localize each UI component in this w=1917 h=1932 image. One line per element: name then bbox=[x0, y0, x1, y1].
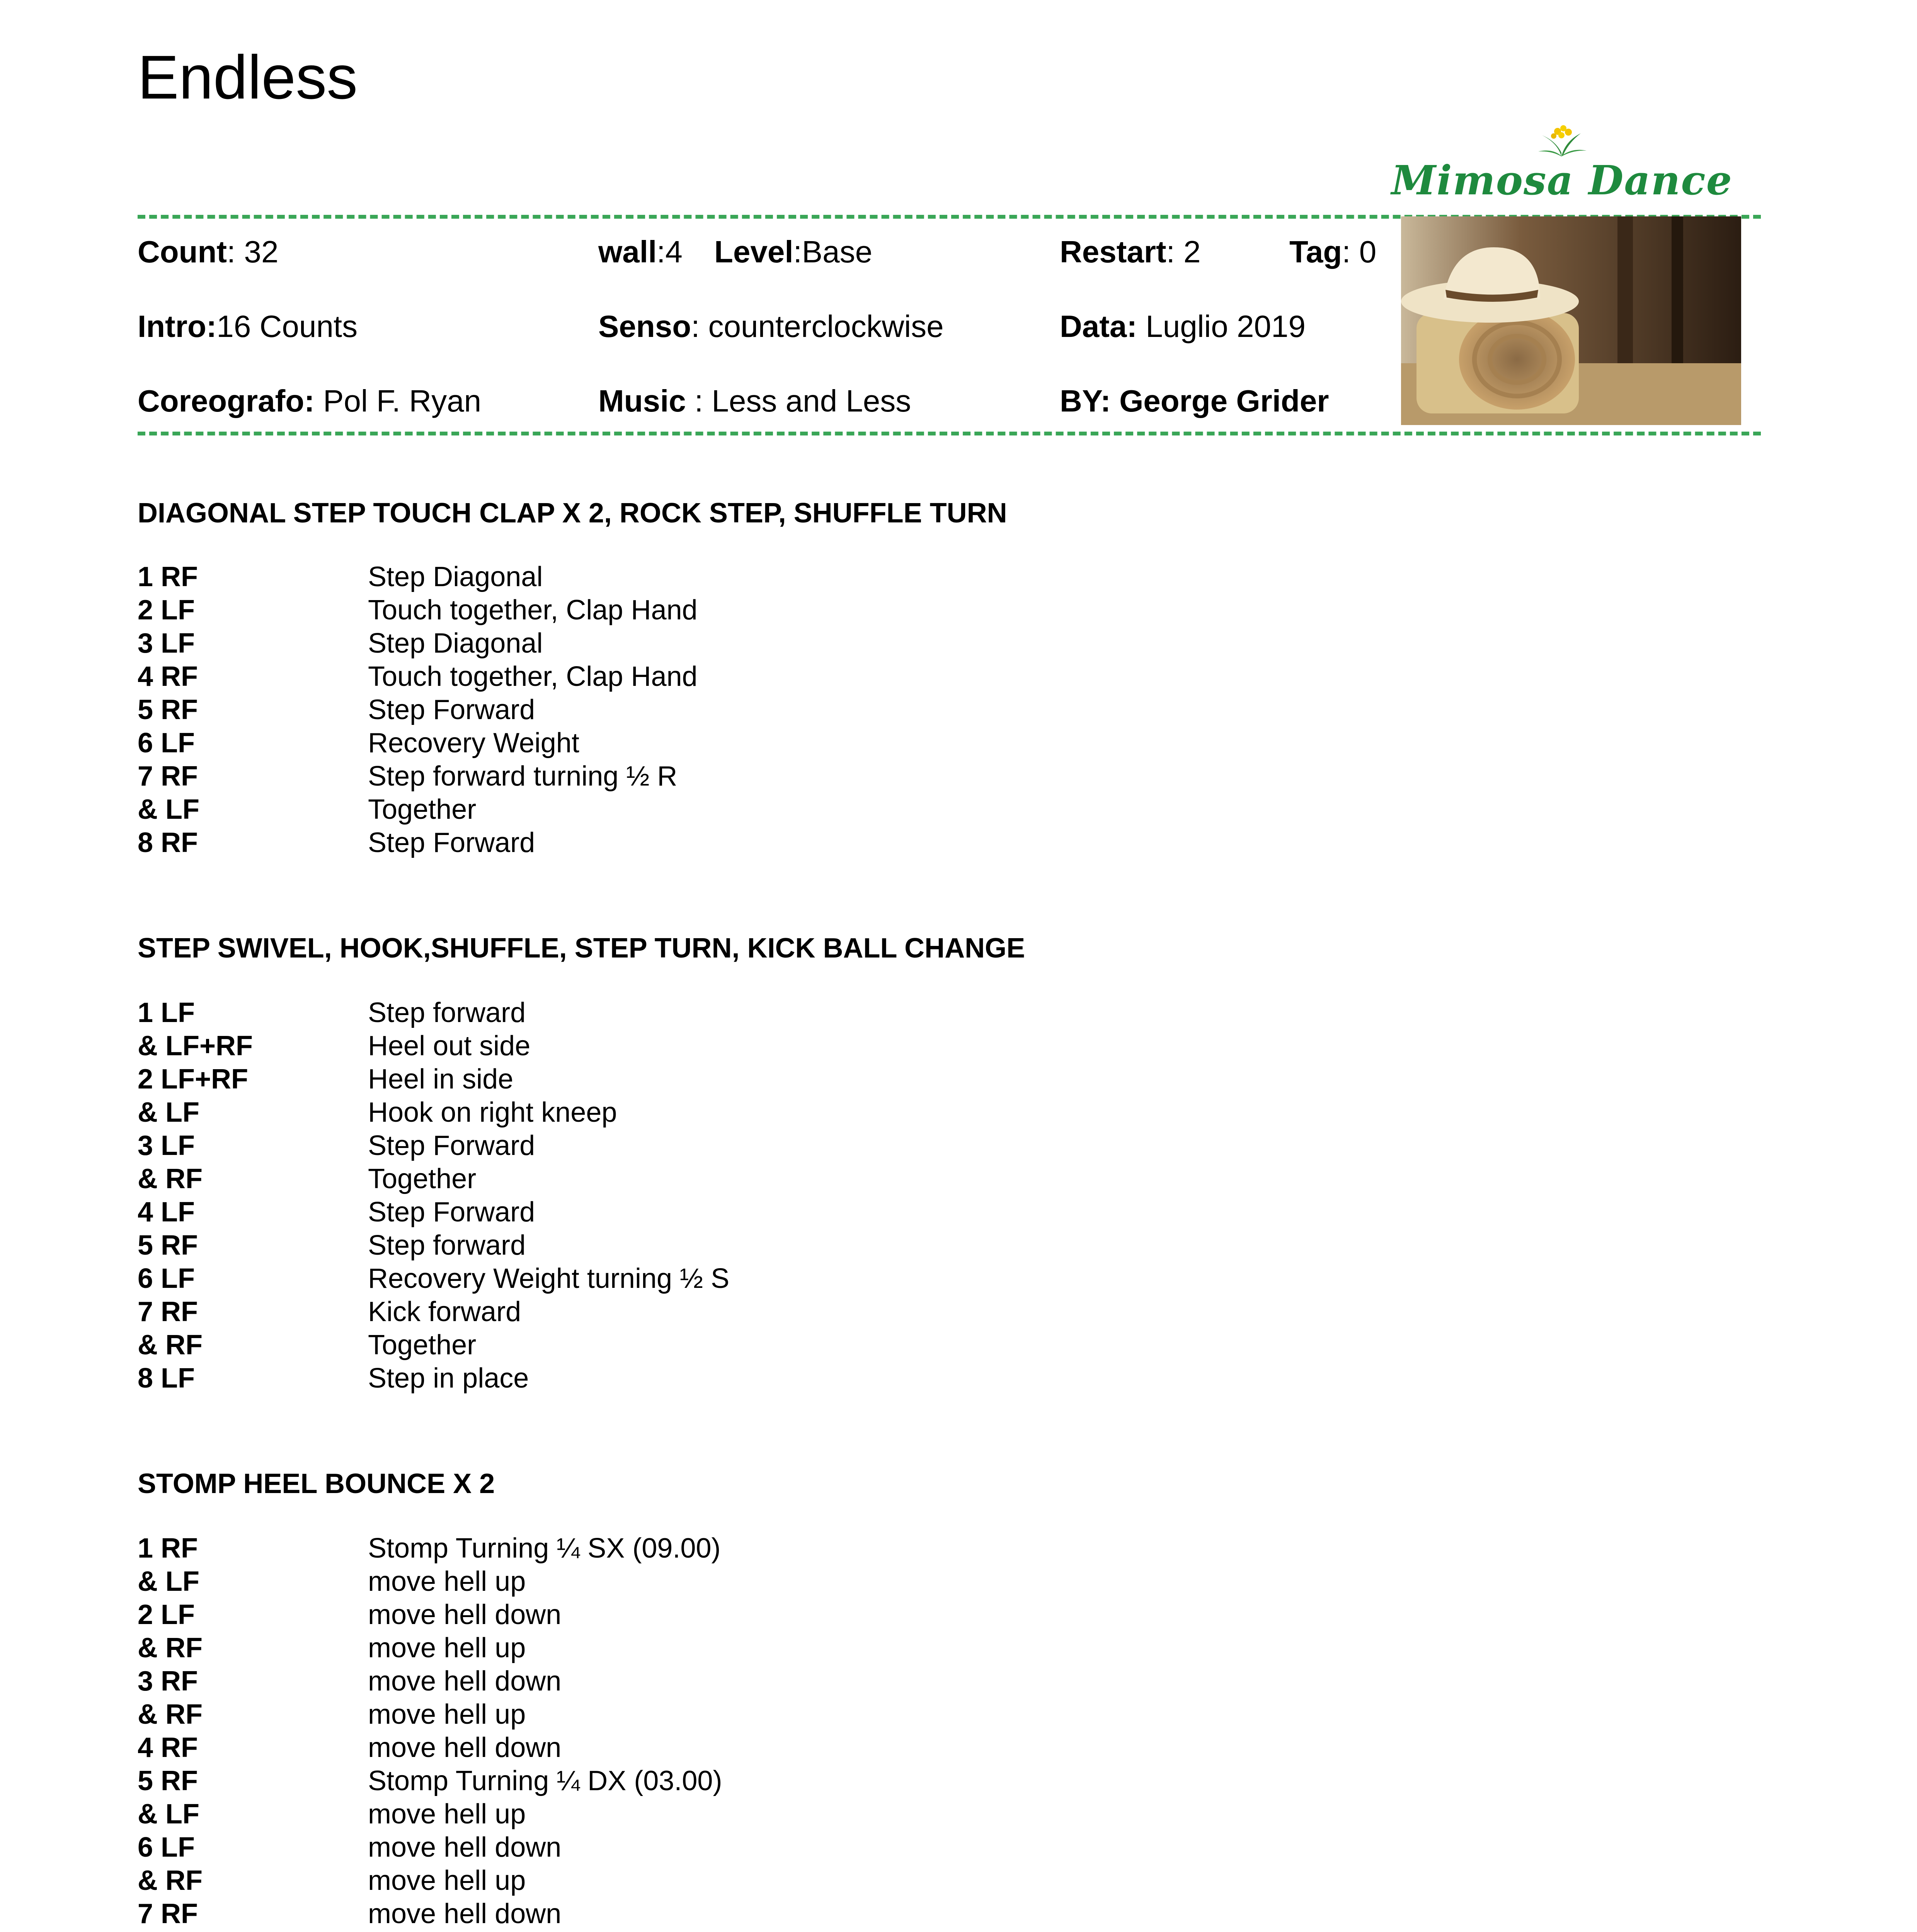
step-description: Stomp Turning ¼ DX (03.00) bbox=[368, 1765, 722, 1796]
cowboy-hat-photo bbox=[1401, 216, 1741, 425]
step-description: Together bbox=[368, 1163, 477, 1194]
step-description: move hell up bbox=[368, 1566, 526, 1597]
music-field: Music : Less and Less bbox=[598, 384, 911, 418]
step-count: 2 LF bbox=[138, 595, 195, 626]
step-count: & LF+RF bbox=[138, 1031, 253, 1061]
step-count: 8 RF bbox=[138, 827, 198, 858]
step-description: Step forward bbox=[368, 1230, 526, 1261]
level-field: Level:Base bbox=[714, 235, 873, 269]
dance-title: Endless bbox=[138, 43, 358, 112]
restart-field: Restart: 2 bbox=[1060, 235, 1201, 269]
bottom-divider bbox=[138, 432, 1761, 435]
step-count: 7 RF bbox=[138, 1296, 198, 1327]
step-count: 2 LF bbox=[138, 1599, 195, 1630]
step-count: 5 RF bbox=[138, 694, 198, 725]
step-description: move hell up bbox=[368, 1633, 526, 1663]
step-description: Step Diagonal bbox=[368, 561, 543, 592]
step-description: Recovery Weight turning ½ S bbox=[368, 1263, 730, 1294]
senso-field: Senso: counterclockwise bbox=[598, 309, 944, 344]
step-count: 5 RF bbox=[138, 1765, 198, 1796]
step-description: move hell down bbox=[368, 1666, 562, 1697]
step-description: Hook on right kneep bbox=[368, 1097, 617, 1128]
step-description: Step forward bbox=[368, 997, 526, 1028]
step-description: Step in place bbox=[368, 1363, 529, 1394]
data-field: Data: Luglio 2019 bbox=[1060, 309, 1306, 344]
step-description: Stomp Turning ¼ SX (09.00) bbox=[368, 1533, 721, 1564]
count-field: Count: 32 bbox=[138, 235, 279, 269]
step-description: Kick forward bbox=[368, 1296, 521, 1327]
step-count: 3 LF bbox=[138, 628, 195, 659]
step-description: Touch together, Clap Hand bbox=[368, 595, 698, 626]
step-count: 1 LF bbox=[138, 997, 195, 1028]
by-field: BY: George Grider bbox=[1060, 384, 1329, 418]
step-description: Step forward turning ½ R bbox=[368, 761, 678, 792]
step-description: move hell down bbox=[368, 1732, 562, 1763]
step-count: & RF bbox=[138, 1163, 203, 1194]
step-count: & RF bbox=[138, 1699, 203, 1730]
step-count: 4 LF bbox=[138, 1197, 195, 1228]
step-description: Heel out side bbox=[368, 1031, 531, 1061]
step-description: Step Forward bbox=[368, 1130, 535, 1161]
step-count: 7 RF bbox=[138, 761, 198, 792]
step-count: & LF bbox=[138, 1097, 199, 1128]
step-description: Step Forward bbox=[368, 694, 535, 725]
step-description: Heel in side bbox=[368, 1064, 514, 1095]
step-description: move hell down bbox=[368, 1832, 562, 1863]
step-count: & RF bbox=[138, 1865, 203, 1896]
step-count: 3 LF bbox=[138, 1130, 195, 1161]
step-description: move hell up bbox=[368, 1799, 526, 1830]
step-count: 8 LF bbox=[138, 1363, 195, 1394]
step-count: 6 LF bbox=[138, 1263, 195, 1294]
step-count: & RF bbox=[138, 1633, 203, 1663]
step-count: & RF bbox=[138, 1330, 203, 1361]
step-count: 6 LF bbox=[138, 728, 195, 759]
mimosa-dance-logo bbox=[1376, 120, 1733, 209]
step-count: 5 RF bbox=[138, 1230, 198, 1261]
step-count: 4 RF bbox=[138, 1732, 198, 1763]
section-title: STOMP HEEL BOUNCE X 2 bbox=[138, 1468, 495, 1499]
logo-text: Mimosa Dance bbox=[1391, 156, 1733, 204]
section-title: DIAGONAL STEP TOUCH CLAP X 2, ROCK STEP, SHUFFLE TURN bbox=[138, 498, 1007, 529]
step-description: Step Diagonal bbox=[368, 628, 543, 659]
step-count: & LF bbox=[138, 1566, 199, 1597]
step-description: Step Forward bbox=[368, 827, 535, 858]
step-description: move hell down bbox=[368, 1599, 562, 1630]
step-count bbox=[138, 1930, 203, 1932]
step-description: Together bbox=[368, 1330, 477, 1361]
tag-field: Tag: 0 bbox=[1289, 235, 1377, 269]
wall-field: wall:4 bbox=[598, 235, 683, 269]
coreografo-field: Coreografo: Pol F. Ryan bbox=[138, 384, 482, 418]
section-title: STEP SWIVEL, HOOK,SHUFFLE, STEP TURN, KICK BALL CHANGE bbox=[138, 933, 1025, 964]
intro-field: Intro:16 Counts bbox=[138, 309, 358, 344]
step-count: & LF bbox=[138, 794, 199, 825]
step-description: move hell down bbox=[368, 1898, 562, 1929]
step-count: 1 RF bbox=[138, 1533, 198, 1564]
step-description: Together bbox=[368, 794, 477, 825]
step-description: move hell up bbox=[368, 1699, 526, 1730]
step-count: 3 RF bbox=[138, 1666, 198, 1697]
step-description: Recovery Weight bbox=[368, 728, 579, 759]
step-count: 1 RF bbox=[138, 561, 198, 592]
step-count: & LF bbox=[138, 1799, 199, 1830]
step-count: 2 LF+RF bbox=[138, 1064, 249, 1095]
step-count: 4 RF bbox=[138, 661, 198, 692]
step-description bbox=[368, 1930, 526, 1932]
step-count: 6 LF bbox=[138, 1832, 195, 1863]
step-count: 7 RF bbox=[138, 1898, 198, 1929]
step-description: Step Forward bbox=[368, 1197, 535, 1228]
step-description: move hell up bbox=[368, 1865, 526, 1896]
step-description: Touch together, Clap Hand bbox=[368, 661, 698, 692]
